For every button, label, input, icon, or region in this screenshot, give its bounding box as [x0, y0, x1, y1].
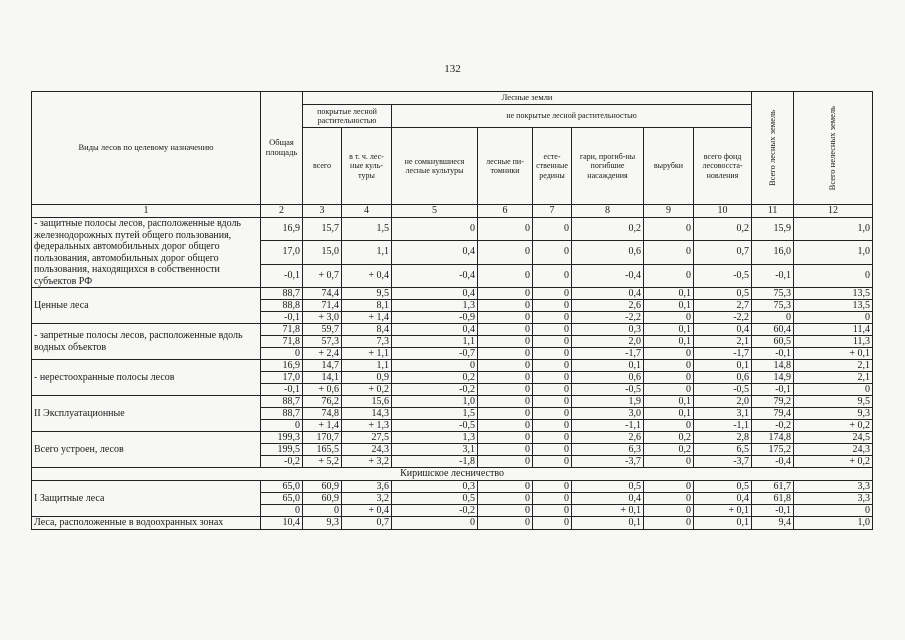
table-cell: 10,4	[261, 517, 303, 530]
column-number: 7	[533, 205, 572, 218]
table-cell: 2,1	[694, 336, 752, 348]
table-cell: 2,6	[572, 300, 644, 312]
table-cell: + 0,2	[794, 456, 873, 468]
table-cell: 0	[533, 360, 572, 372]
table-cell: 0	[303, 505, 342, 517]
table-cell: 1,0	[794, 517, 873, 530]
table-cell: -0,7	[392, 348, 478, 360]
table-cell: 0	[644, 505, 694, 517]
table-cell: 0	[478, 336, 533, 348]
table-row	[32, 396, 873, 408]
column-number: 12	[794, 205, 873, 218]
table-cell: 0,2	[694, 218, 752, 241]
table-cell: + 1,1	[342, 348, 392, 360]
column-number: 9	[644, 205, 694, 218]
table-cell: 0	[533, 324, 572, 336]
table-cell: 14,1	[303, 372, 342, 384]
table-cell: 3,2	[342, 493, 392, 505]
table-cell: 15,7	[303, 218, 342, 241]
table-cell: 60,9	[303, 493, 342, 505]
table-cell: -0,4	[392, 264, 478, 287]
table-cell: 71,8	[261, 324, 303, 336]
table-cell: 14,3	[342, 408, 392, 420]
table-cell: + 0,6	[303, 384, 342, 396]
table-cell: 175,2	[752, 444, 794, 456]
table-cell: 0	[478, 384, 533, 396]
table-cell: 3,3	[794, 481, 873, 493]
table-cell: 76,2	[303, 396, 342, 408]
row-label: I Защитные леса	[32, 481, 261, 517]
column-number: 8	[572, 205, 644, 218]
table-cell: 9,5	[794, 396, 873, 408]
table-cell: 0,3	[392, 481, 478, 493]
table-cell: 0	[533, 505, 572, 517]
table-cell: 17,0	[261, 241, 303, 264]
table-cell: 24,3	[794, 444, 873, 456]
column-number: 1	[32, 205, 261, 218]
table-cell: 0,1	[644, 300, 694, 312]
table-cell: 0	[261, 505, 303, 517]
table-cell: 0	[533, 336, 572, 348]
table-cell: 0	[478, 396, 533, 408]
table-cell: 0	[478, 218, 533, 241]
table-cell: + 1,4	[342, 312, 392, 324]
table-cell: 0,1	[694, 360, 752, 372]
table-cell: 24,3	[342, 444, 392, 456]
table-cell: 1,1	[342, 241, 392, 264]
header-covered: покрытые лесной растительностью	[303, 105, 392, 128]
table-cell: 0,6	[694, 372, 752, 384]
table-cell: 2,1	[794, 372, 873, 384]
table-cell: 0	[644, 456, 694, 468]
table-cell: 0,2	[392, 372, 478, 384]
table-cell: -2,2	[694, 312, 752, 324]
header-nurseries: лесные пи-томники	[478, 128, 533, 205]
table-cell: -0,1	[752, 384, 794, 396]
table-cell: 0,1	[572, 360, 644, 372]
table-cell: 0,1	[644, 288, 694, 300]
table-cell: 1,5	[392, 408, 478, 420]
column-number: 10	[694, 205, 752, 218]
table-cell: 0	[478, 432, 533, 444]
table-cell: 65,0	[261, 481, 303, 493]
table-cell: 0	[392, 218, 478, 241]
table-cell: 0	[533, 456, 572, 468]
table-cell: + 0,4	[342, 264, 392, 287]
table-cell: 0,1	[572, 517, 644, 530]
table-row	[32, 218, 873, 241]
table-cell: -0,2	[392, 384, 478, 396]
table-cell: 9,5	[342, 288, 392, 300]
table-body	[32, 218, 873, 468]
table-cell: -0,1	[752, 264, 794, 287]
table-cell: 74,8	[303, 408, 342, 420]
column-number: 2	[261, 205, 303, 218]
table-cell: 0,1	[644, 336, 694, 348]
table-cell: 14,7	[303, 360, 342, 372]
table-row	[32, 288, 873, 300]
table-cell: 15,6	[342, 396, 392, 408]
table-cell: -0,4	[572, 264, 644, 287]
table-cell: -0,5	[572, 384, 644, 396]
row-label: - запретные полосы лесов, расположенные вдоль водных объектов	[32, 324, 261, 360]
section-title: Киришское лесничество	[32, 468, 873, 481]
table-cell: 0	[478, 372, 533, 384]
table-cell: 6,5	[694, 444, 752, 456]
table-cell: 0	[533, 408, 572, 420]
table-cell: 71,4	[303, 300, 342, 312]
table-cell: 0	[478, 420, 533, 432]
table-cell: 60,5	[752, 336, 794, 348]
table-cell: 0	[478, 408, 533, 420]
table-cell: 0	[644, 241, 694, 264]
table-cell: 0	[794, 312, 873, 324]
table-cell: 0,1	[644, 408, 694, 420]
table-cell: 0	[533, 348, 572, 360]
table-cell: -1,1	[694, 420, 752, 432]
table-cell: 9,4	[752, 517, 794, 530]
table-cell: -0,1	[261, 264, 303, 287]
header-row-label: Виды лесов по целевому назначению	[32, 92, 261, 205]
table-cell: 0,6	[572, 241, 644, 264]
table-cell: 3,3	[794, 493, 873, 505]
table-cell: 199,3	[261, 432, 303, 444]
table-cell: 0,1	[644, 396, 694, 408]
table-cell: 0	[533, 300, 572, 312]
table-cell: 0	[533, 288, 572, 300]
table-cell: 0	[794, 264, 873, 287]
table-cell: 16,0	[752, 241, 794, 264]
table-cell: 0	[644, 481, 694, 493]
table-cell: 0	[533, 372, 572, 384]
table-cell: + 1,4	[303, 420, 342, 432]
table-cell: + 3,2	[342, 456, 392, 468]
table-cell: 0	[533, 517, 572, 530]
table-cell: -0,2	[752, 420, 794, 432]
table-cell: 0,5	[572, 481, 644, 493]
header-burned: гари, прогиб-ны погибшие насаждения	[572, 128, 644, 205]
table-cell: 0	[644, 384, 694, 396]
table-cell: 0,1	[644, 324, 694, 336]
table-cell: 16,9	[261, 360, 303, 372]
table-cell: 2,1	[794, 360, 873, 372]
table-cell: 0,6	[572, 372, 644, 384]
table-cell: 0,1	[694, 517, 752, 530]
table-cell: 1,0	[392, 396, 478, 408]
row-label: Ценные леса	[32, 288, 261, 324]
header-unclosed-cultures: не сомкнувшиеся лесные культуры	[392, 128, 478, 205]
table-cell: -0,2	[261, 456, 303, 468]
row-label: - нерестоохранные полосы лесов	[32, 360, 261, 396]
header-total: всего	[303, 128, 342, 205]
table-cell: 0,4	[694, 493, 752, 505]
table-cell: 13,5	[794, 288, 873, 300]
table-cell: 3,1	[392, 444, 478, 456]
table-cell: 88,7	[261, 288, 303, 300]
table-cell: 9,3	[303, 517, 342, 530]
forest-lands-table	[31, 91, 873, 530]
table-cell: 0	[644, 420, 694, 432]
table-cell: 0	[533, 264, 572, 287]
table-cell: + 5,2	[303, 456, 342, 468]
table-cell: 0,2	[644, 432, 694, 444]
table-cell: 2,6	[572, 432, 644, 444]
table-cell: 0	[478, 348, 533, 360]
table-cell: 0	[478, 360, 533, 372]
table-cell: 0	[392, 517, 478, 530]
table-cell: 75,3	[752, 300, 794, 312]
table-cell: 174,8	[752, 432, 794, 444]
table-cell: 0,4	[392, 324, 478, 336]
header-natural-sparse: есте-ственные редины	[533, 128, 572, 205]
table-cell: + 0,4	[342, 505, 392, 517]
table-cell: -1,7	[572, 348, 644, 360]
table-cell: + 0,1	[572, 505, 644, 517]
table-cell: 0,5	[392, 493, 478, 505]
table-cell: 1,1	[342, 360, 392, 372]
table-cell: 27,5	[342, 432, 392, 444]
table-cell: 0	[644, 218, 694, 241]
table-cell: 11,4	[794, 324, 873, 336]
table-cell: 88,8	[261, 300, 303, 312]
table-cell: -2,2	[572, 312, 644, 324]
table-cell: 0	[644, 312, 694, 324]
table-row	[32, 324, 873, 336]
table-cell: 0	[533, 481, 572, 493]
table-row	[32, 517, 873, 530]
table-cell: + 0,2	[342, 384, 392, 396]
table-cell: 0,3	[572, 324, 644, 336]
table-cell: 1,3	[392, 300, 478, 312]
table-cell: 0,7	[694, 241, 752, 264]
table-cell: 3,0	[572, 408, 644, 420]
table-cell: + 2,4	[303, 348, 342, 360]
table-cell: 0	[644, 517, 694, 530]
table-cell: 0	[478, 444, 533, 456]
table-cell: -0,4	[752, 456, 794, 468]
table-cell: 8,1	[342, 300, 392, 312]
table-cell: 0	[644, 264, 694, 287]
table-cell: 3,6	[342, 481, 392, 493]
table-cell: 57,3	[303, 336, 342, 348]
table-cell: 0	[478, 288, 533, 300]
table-cell: -0,5	[694, 264, 752, 287]
row-label: Леса, расположенные в водоохранных зонах	[32, 517, 261, 530]
column-number: 6	[478, 205, 533, 218]
table-cell: -1,8	[392, 456, 478, 468]
table-cell: -0,1	[261, 312, 303, 324]
header-total-reforestation: всего фонд лесовосста-новления	[694, 128, 752, 205]
table-cell: 6,3	[572, 444, 644, 456]
table-cell: 1,3	[392, 432, 478, 444]
table-cell: + 0,1	[794, 348, 873, 360]
table-cell: 0	[752, 312, 794, 324]
table-cell: 65,0	[261, 493, 303, 505]
table-cell: 0	[533, 312, 572, 324]
table-cell: 0	[478, 241, 533, 264]
header-total-forest-lands: Всего лесных земель	[752, 92, 794, 205]
table-cell: 0	[392, 360, 478, 372]
table-cell: 0	[533, 218, 572, 241]
table-cell: 0	[261, 348, 303, 360]
table-cell: -3,7	[694, 456, 752, 468]
table-cell: -0,5	[694, 384, 752, 396]
row-label: Всего устроен, лесов	[32, 432, 261, 468]
table-cell: 61,8	[752, 493, 794, 505]
row-label: II Эксплуатационные	[32, 396, 261, 432]
table-cell: 2,7	[694, 300, 752, 312]
header-forest-lands: Лесные земли	[303, 92, 752, 105]
table-cell: 1,9	[572, 396, 644, 408]
table-cell: 71,8	[261, 336, 303, 348]
table-cell: 15,0	[303, 241, 342, 264]
table-cell: 14,8	[752, 360, 794, 372]
table-cell: 0	[261, 420, 303, 432]
table-cell: 0,4	[392, 241, 478, 264]
table-cell: 0,2	[644, 444, 694, 456]
header-total-nonforest-lands: Всего нелесных земель	[794, 92, 873, 205]
header-not-covered: не покрытые лесной растительностью	[392, 105, 752, 128]
table-cell: 3,1	[694, 408, 752, 420]
table-cell: 17,0	[261, 372, 303, 384]
table-cell: 0	[644, 360, 694, 372]
table-cell: + 3,0	[303, 312, 342, 324]
table-cell: 0,5	[694, 288, 752, 300]
table-cell: 74,4	[303, 288, 342, 300]
table-cell: -3,7	[572, 456, 644, 468]
table-row	[32, 481, 873, 493]
table-cell: 0,7	[342, 517, 392, 530]
table-cell: + 0,7	[303, 264, 342, 287]
table-cell: 0	[794, 505, 873, 517]
table-cell: 75,3	[752, 288, 794, 300]
table-cell: 14,9	[752, 372, 794, 384]
table-cell: 60,9	[303, 481, 342, 493]
table-cell: + 0,1	[694, 505, 752, 517]
table-cell: 59,7	[303, 324, 342, 336]
table-cell: -0,2	[392, 505, 478, 517]
table-cell: 0	[478, 481, 533, 493]
table-cell: 0,9	[342, 372, 392, 384]
table-cell: 0	[478, 517, 533, 530]
table-cell: 0	[644, 372, 694, 384]
table-cell: 0,4	[572, 493, 644, 505]
table-cell: -0,1	[752, 348, 794, 360]
table-cell: 0	[533, 384, 572, 396]
table-cell: 0	[533, 444, 572, 456]
table-cell: 0	[533, 396, 572, 408]
row-label: - защитные полосы лесов, расположенные вдоль железнодорожных путей общего пользования, федеральных автомобильных дорог общего пользования, автомобильных дорог общего пользования, находящихся в собственности субъектов РФ	[32, 218, 261, 288]
table-cell: -1,1	[572, 420, 644, 432]
table-cell: 0	[478, 505, 533, 517]
table-cell: 24,5	[794, 432, 873, 444]
column-number: 3	[303, 205, 342, 218]
table-cell: -0,9	[392, 312, 478, 324]
table-row	[32, 360, 873, 372]
table-body-section	[32, 481, 873, 530]
table-cell: 0	[533, 420, 572, 432]
table-cell: -0,5	[392, 420, 478, 432]
table-cell: 170,7	[303, 432, 342, 444]
table-cell: + 0,2	[794, 420, 873, 432]
table-cell: 165,5	[303, 444, 342, 456]
table-cell: -1,7	[694, 348, 752, 360]
table-cell: -0,1	[752, 505, 794, 517]
table-cell: 13,5	[794, 300, 873, 312]
table-cell: 15,9	[752, 218, 794, 241]
table-cell: 0	[478, 300, 533, 312]
table-cell: 0,2	[572, 218, 644, 241]
table-cell: 88,7	[261, 408, 303, 420]
header-incl-forest-cultures: в т. ч. лес-ные куль-туры	[342, 128, 392, 205]
table-cell: 0	[644, 493, 694, 505]
column-number: 5	[392, 205, 478, 218]
table-cell: 79,2	[752, 396, 794, 408]
table-cell: 0,5	[694, 481, 752, 493]
table-cell: 0,4	[572, 288, 644, 300]
table-cell: 1,1	[392, 336, 478, 348]
table-cell: 2,8	[694, 432, 752, 444]
column-number: 11	[752, 205, 794, 218]
table-cell: 2,0	[572, 336, 644, 348]
table-cell: 0	[478, 264, 533, 287]
table-cell: -0,1	[261, 384, 303, 396]
table-cell: + 1,3	[342, 420, 392, 432]
table-cell: 11,3	[794, 336, 873, 348]
table-cell: 9,3	[794, 408, 873, 420]
table-cell: 0,4	[392, 288, 478, 300]
table-cell: 8,4	[342, 324, 392, 336]
table-cell: 0	[533, 493, 572, 505]
table-cell: 88,7	[261, 396, 303, 408]
table-cell: 0	[533, 432, 572, 444]
table-row	[32, 432, 873, 444]
table-cell: 0	[478, 324, 533, 336]
table-cell: 79,4	[752, 408, 794, 420]
header-clearings: вырубки	[644, 128, 694, 205]
table-cell: 0	[478, 312, 533, 324]
table-cell: 0	[478, 493, 533, 505]
page-number: 132	[444, 63, 461, 75]
table-cell: 0	[794, 384, 873, 396]
table-cell: 0	[478, 456, 533, 468]
table-cell: 7,3	[342, 336, 392, 348]
table-cell: 0	[644, 348, 694, 360]
table-cell: 61,7	[752, 481, 794, 493]
table-cell: 60,4	[752, 324, 794, 336]
table-cell: 1,0	[794, 218, 873, 241]
table-cell: 0	[533, 241, 572, 264]
column-numbers-row	[32, 205, 873, 218]
table-cell: 1,5	[342, 218, 392, 241]
table-cell: 0,4	[694, 324, 752, 336]
header-total-area: Общая площадь	[261, 92, 303, 205]
table-cell: 16,9	[261, 218, 303, 241]
table-cell: 1,0	[794, 241, 873, 264]
table-cell: 199,5	[261, 444, 303, 456]
column-number: 4	[342, 205, 392, 218]
table-cell: 2,0	[694, 396, 752, 408]
